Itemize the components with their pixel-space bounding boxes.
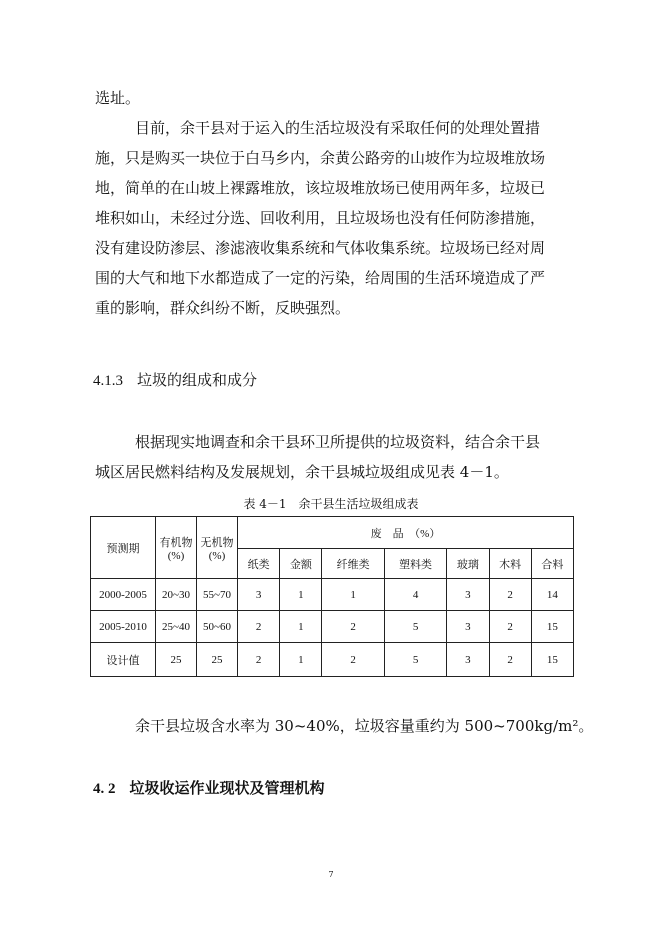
paragraph-line: 堆积如山，未经过分选、回收利用，且垃圾场也没有任何防渗措施，: [95, 209, 546, 227]
cell-value: 2: [322, 643, 384, 677]
cell-inorganic: 55~70: [197, 579, 238, 611]
cell-value: 5: [384, 643, 446, 677]
header-waste-col: 塑料类: [384, 549, 446, 579]
cell-inorganic: 25: [197, 643, 238, 677]
paragraph-line: 城区居民燃料结构及发展规划，余干县城垃圾组成见表 4－1。: [95, 463, 509, 481]
section-number: 4. 2: [93, 781, 116, 797]
paragraph-line: 没有建设防渗层、渗滤液收集系统和气体收集系统。垃圾场已经对周: [95, 239, 546, 257]
header-period: 预测期: [91, 517, 156, 579]
cell-value: 2: [489, 643, 531, 677]
paragraph-line: 重的影响，群众纠纷不断，反映强烈。: [95, 299, 351, 317]
table-row: [91, 611, 574, 643]
header-organic: 有机物(%): [156, 517, 197, 579]
cell-period: 设计值: [91, 643, 156, 677]
cell-value: 14: [531, 579, 573, 611]
section-heading-4-1-3: [93, 370, 257, 391]
cell-value: 2: [489, 579, 531, 611]
paragraph-line: 围的大气和地下水都造成了一定的污染，给周围的生活环境造成了严: [95, 269, 546, 287]
cell-value: 5: [384, 611, 446, 643]
cell-value: 15: [531, 611, 573, 643]
header-waste-group: 废 品 （%）: [238, 517, 574, 549]
header-waste-col: 木料: [489, 549, 531, 579]
header-waste-col: 金额: [280, 549, 322, 579]
cell-value: 1: [280, 579, 322, 611]
section-title: 垃圾收运作业现状及管理机构: [129, 779, 325, 797]
paragraph-line: 施，只是购买一块位于白马乡内，余黄公路旁的山坡作为垃圾堆放场: [95, 149, 546, 167]
cell-organic: 25: [156, 643, 197, 677]
cell-value: 3: [447, 579, 489, 611]
header-inorganic: 无机物(%): [197, 517, 238, 579]
page-number: 7: [328, 870, 334, 879]
header-waste-col: 纤维类: [322, 549, 384, 579]
cell-value: 2: [489, 611, 531, 643]
table-caption: 表 4－1 余干县生活垃圾组成表: [243, 497, 419, 511]
cell-value: 1: [280, 611, 322, 643]
cell-value: 3: [447, 611, 489, 643]
cell-value: 3: [447, 643, 489, 677]
cell-organic: 20~30: [156, 579, 197, 611]
paragraph-line: 余干县垃圾含水率为 30~40%，垃圾容量重约为 500~700kg/m²。: [135, 717, 594, 735]
cell-period: 2005-2010: [91, 611, 156, 643]
table-row: [91, 643, 574, 677]
cell-organic: 25~40: [156, 611, 197, 643]
table-row: [91, 579, 574, 611]
section-heading-4-2: [93, 778, 325, 799]
cell-value: 1: [280, 643, 322, 677]
waste-composition-table: [90, 516, 574, 677]
paragraph-line: 目前，余干县对于运入的生活垃圾没有采取任何的处理处置措: [135, 119, 541, 137]
cell-value: 4: [384, 579, 446, 611]
cell-value: 2: [238, 643, 280, 677]
cell-value: 15: [531, 643, 573, 677]
paragraph-line: 地，简单的在山坡上裸露堆放，该垃圾堆放场已使用两年多，垃圾已: [95, 179, 546, 197]
section-title: 垃圾的组成和成分: [137, 371, 258, 389]
cell-value: 3: [238, 579, 280, 611]
header-waste-col: 合料: [531, 549, 573, 579]
paragraph-line: 选址。: [95, 89, 141, 107]
cell-value: 2: [322, 611, 384, 643]
paragraph-line: 根据现实地调查和余干县环卫所提供的垃圾资料，结合余干县: [135, 433, 541, 451]
cell-value: 2: [238, 611, 280, 643]
cell-inorganic: 50~60: [197, 611, 238, 643]
header-waste-col: 纸类: [238, 549, 280, 579]
section-number: 4.1.3: [93, 373, 123, 389]
cell-period: 2000-2005: [91, 579, 156, 611]
cell-value: 1: [322, 579, 384, 611]
header-waste-col: 玻璃: [447, 549, 489, 579]
